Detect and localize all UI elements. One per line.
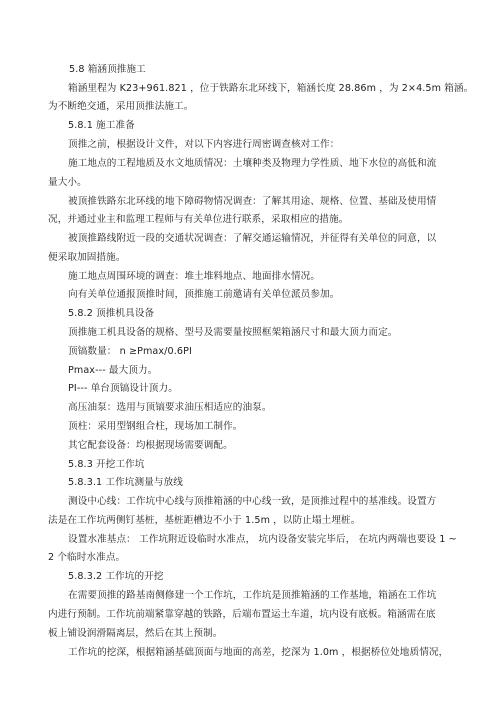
text-line: 顶推施工机具设备的规格、型号及需要量按照框架箱涵尺寸和最大顶力而定。 <box>68 327 398 338</box>
text-line: 法是在工作坑两侧钉基桩，基桩距槽边不小于 1.5m ，以防止塌土埋桩。 <box>48 515 361 526</box>
section-heading: 5.8.2 顶推机具设备 <box>68 308 155 319</box>
text-line: 测设中心线：工作坑中心线与顶推箱涵的中心线一致，是顶推过程中的基准线。设置方 <box>68 496 437 507</box>
text-line: 施工地点周围环境的调查：堆土堆料地点、地面排水情况。 <box>68 271 321 282</box>
section-heading: 5.8.3 开挖工作坑 <box>68 459 145 470</box>
text-line: 向有关单位通报顶推时间，顶推施工前邀请有关单位派员参加。 <box>68 289 340 300</box>
text-line: 顶柱：采用型钢组合柱，现场加工制作。 <box>68 421 243 432</box>
section-heading: 5.8 箱涵顶推施工 <box>69 64 146 75</box>
text-line: 高压油泵：选用与顶镐要求油压相适应的油泵。 <box>68 402 272 413</box>
subsection-heading: 5.8.3.2 工作坑的开挖 <box>68 571 164 582</box>
text-line: 箱涵里程为 K23+961.821 ，位于铁路东北环线下，箱涵长度 28.86m ，为 2×4.5m 箱涵。 <box>68 83 474 94</box>
text-line: Pmax--- 最大顶力。 <box>68 365 158 376</box>
subsection-heading: 5.8.3.1 工作坑测量与放线 <box>68 477 183 488</box>
text-line: 被顶推路线附近一段的交通状况调查：了解交通运输情况，并征得有关单位的同意，以 <box>68 233 437 244</box>
text-line: 其它配套设备：均根据现场需要调配。 <box>68 440 233 451</box>
text-line: 在需要顶推的路基南侧修建一个工作坑，工作坑是顶推箱涵的工作基地，箱涵在工作坑 <box>68 590 437 601</box>
text-line: 为不断绝交通，采用顶推法施工。 <box>48 101 194 112</box>
section-heading: 5.8.1 施工准备 <box>68 120 135 131</box>
text-line: 便采取加固措施。 <box>48 252 126 263</box>
text-line: 设置水准基点： 工作坑附近设临时水准点， 坑内设备安装完毕后， 在坑内两端也要设 1 ~ <box>68 534 457 545</box>
text-line: 内进行预制。工作坑前端紧靠穿越的铁路，后端布置运土车道，坑内设有底板。箱涵需在底 <box>48 609 436 620</box>
text-line: 量大小。 <box>48 177 87 188</box>
text-line: 顶镐数量： n ≥Pmax/0.6PI <box>68 346 192 357</box>
text-line: 施工地点的工程地质及水文地质情况：土壤种类及物理力学性质、地下水位的高低和流 <box>68 158 437 169</box>
text-line: 板上铺设润滑隔离层，然后在其上预制。 <box>48 628 223 639</box>
text-line: 2 个临时水准点。 <box>48 552 126 563</box>
text-line: PI--- 单台顶镐设计顶力。 <box>68 383 178 394</box>
text-line: 工作坑的挖深，根据箱涵基础顶面与地面的高差，挖深为 1.0m ，根据桥位处地质情况， <box>68 647 449 658</box>
text-line: 被顶推铁路东北环线的地下障碍物情况调查：了解其用途、规格、位置、基础及使用情 <box>68 196 437 207</box>
text-line: 顶推之前，根据设计文件，对以下内容进行周密调查核对工作： <box>68 139 340 150</box>
text-line: 况，并通过业主和监理工程师与有关单位进行联系，采取相应的措施。 <box>48 214 349 225</box>
